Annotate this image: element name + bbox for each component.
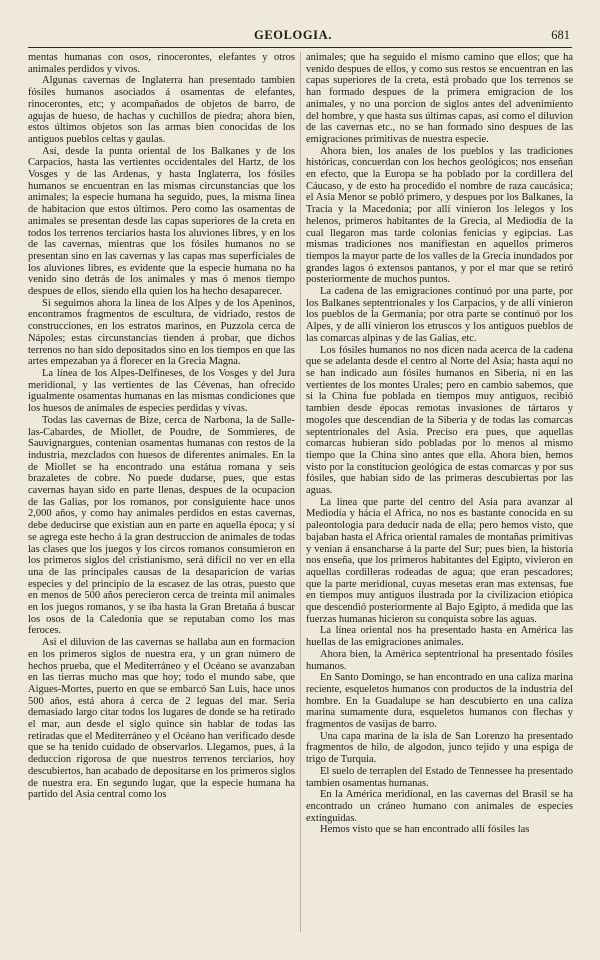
- paragraph: Si seguimos ahora la linea de los Alpes y de los Apeninos, encontramos fragmentos de escultura, de vidriado, restos de construcciones, en los estratos marinos, en Puzzola cerca de Nápoles; estas circunstancias tienden á probar, que dichos terrenos no han sido depositados sino en los tiempos en que las artes empezaban ya á florecer en la Grecia Magna.: [28, 297, 295, 368]
- left-column: [28, 52, 295, 801]
- page-number: 681: [551, 28, 570, 42]
- paragraph: La cadena de las emigraciones continuó por una parte, por los Balkanes septentrionales y los Carpacios, y de allí vinieron los pueblos de la Germania; por otra parte se continuó por los Alpes, y de allí vinieron los etruscos y los antiguos pueblos de las comarcas alpinas y de las Galias, etc.: [306, 286, 573, 344]
- paragraph: Hemos visto que se han encontrado allí fósiles las: [320, 824, 530, 836]
- running-head: GEOLOGIA.: [254, 28, 332, 42]
- header-rule: [28, 47, 572, 48]
- right-column: [306, 52, 573, 836]
- paragraph: La línea que parte del centro del Asia para avanzar al Mediodía y hácia el Africa, no nos es bastante conocida en su paleontologia para deducir nada de ella; pero hemos visto, que bajaban hasta el Africa oriental ramales de montañas primitivas y venian á ensancharse á la parte del Sur; pues bien, la historia nos enseña, que los primeros habitantes del Egipto, vivieron en aquellas cordilleras rodeadas de agua; que eran pescadores; que la parte meridional, cuyas mesetas eran mas extensas, fue en tiempos muy antiguos ilustrada por la civilizacion etiópica que descendió posteriormente al Bajo Egipto, á medida que las fuerzas humanas hicieron su conquista sobre las aguas.: [306, 496, 573, 625]
- paragraph: Asi el diluvion de las cavernas se hallaba aun en formacion en los primeros siglos de nuestra era, y un gran número de hechos prueba, que el Mediterráneo y el Océano se avanzaban en las tierras mucho mas que hoy; todo el mundo sabe, que Aigues-Mortes, puerto en que se embarcó San Luis, hace unos 500 años, está ahora á cerca de 2 leguas del mar. Seria demasiado largo citar todos los lugares de donde se ha retirado el mar, aun desde el siglo quince sin hablar de todas las retiradas que el Mediterráneo y el Océano han verificado desde que se ha tenido cuidado de observarlos. Llegamos, pues, á la deduccion rigorosa de que nuestros terrenos terciarios, hoy descubiertos, han acabado de depositarse en los primeros siglos de nuestra era. En segundo lugar, que la especie humana ha partido del Asia central como los: [28, 637, 295, 801]
- paragraph: El suelo de terraplen del Estado de Tennessee ha presentado tambien osamentas humanas.: [306, 765, 573, 789]
- paragraph: Algunas cavernas de Inglaterra han presentado tambien fósiles humanos asociados á osamentas de elefantes, rinocerontes, etc; y acompañados de objetos de barro, de agujas de hueso, de hachas y cuchillos de piedra; ahora bien, estos últimos objetos son las armas bien conocidas de los antiguos pueblos celtas y gaulas.: [28, 75, 295, 145]
- column-divider: [300, 52, 301, 932]
- paragraph: Ahora bien, los anales de los pueblos y las tradiciones históricas, concuerdan con los hechos geológicos; nos enseñan en efecto, que la Europa se ha poblado por la cordillera del Cáucaso, y de esto ha procedido el nombre de raza caucásica; el Asia Menor se pobló primero, y despues por los Balkanes, la Tracia y la Macedonia; por allí vinieron los lelegos y los helenos, primeros habitantes de la Grecia, al Mediodía de la cual llegaron mas tarde colonias fenicias y egipcias. Las mismas tradiciones nos manifiestan en aquellos primeros tiempos la mayor parte de los valles de la Grecia inundados por grandes lagos ó extensos pantanos, y por el mar que se retiró posteriormente de muchos puntos.: [306, 145, 573, 286]
- paragraph: animales; que ha seguido el mismo camino que ellos; que ha venido despues de ellos, y como sus restos se encuentran en las capas superiores de la creta, está probado que los terrenos se han formado despues de la primera emigracion de los animales, y no una porcion de siglos antes del advenimiento del hombre, y que hasta sus últimas capas, así como el diluvion de las cavernas etc., no se han formado sino despues de las emigraciones primitivas de nuestra especie.: [306, 52, 573, 145]
- paragraph: En la América meridional, en las cavernas del Brasil se ha encontrado un cráneo humano con animales de especies extinguidas.: [306, 789, 573, 824]
- paragraph: La línea de los Alpes-Delfineses, de los Vosges y del Jura meridional, y las vertientes de las Cévenas, han ofrecido igualmente osamentas humanas en las mismas condiciones que los huesos de animales de especies perdidas y vivas.: [28, 367, 295, 415]
- paragraph: Los fósiles humanos no nos dicen nada acerca de la cadena que se adelanta desde el centro al Norte del Asia; hasta aquí no se han indicado aun fósiles humanos en Siberia, ni en las vertientes de los montes Urales; pero en cambio sabemos, que si la China fue poblada en tiempos muy antiguos, recibió tambien desde épocas remotas invasiones de tártaros y mogoles que descendian de la Siberia y de todas las comarcas septentrionales del Asia. Preciso era pues, que aquellas comarcas hubieran sido pobladas por lo menos al mismo tiempo que la China sino antes que ella. Ahora bien, hemos visto por la constitucion geológica de estas comarcas y por sus fósiles, que habian sido de las primeras descubiertas por las aguas.: [306, 344, 573, 497]
- paragraph: Una capa marina de la isla de San Lorenzo ha presentado fragmentos de hilo, de algodon, junco tejido y una espiga de trigo de Turquia.: [306, 730, 573, 766]
- paragraph: Todas las cavernas de Bize, cerca de Narbona, la de Salle-las-Cabardes, de Miollet, de Poudre, de Sommieres, de Sauvignargues, contenian osamentas humanas con restos de la industria, mezclados con huesos de diferentes animales. En la de Miollet se ha encontrado una estátua romana y seis brazaletes de cobre. No puede dudarse, pues, que estas cavernas hayan sido en parte llenas, despues de la ocupacion de las Galias, por los romanos, por consiguiente hace unos 2,000 años, y como hay animales perdidos en estas cavernas, debe deducirse que existian aun en parte en aquella época; y si se agrega este hecho á la gran destruccion de animales de todas las clases que los juegos y los circos romanos consumieron en los primeros siglos del cristianismo, será difícil no ver en ella una de las principales causas de la desaparicion de varias especies y del principio de la escasez de las otras, puesto que en menos de 500 años perecieron cerca de treinta mil animales en los juegos romanos, y se iba hasta la Gran Bretaña á buscar los osos de la Caledonia que se reputaban como los mas feroces.: [28, 414, 295, 637]
- page-header: [0, 28, 600, 48]
- paragraph: Ahora bien, la América septentrional ha presentado fósiles humanos.: [306, 648, 573, 672]
- paragraph: La línea oriental nos ha presentado hasta en América las huellas de las emigraciones animales.: [306, 625, 573, 649]
- paragraph: En Santo Domingo, se han encontrado en una caliza marina reciente, esqueletos humanos con productos de la industria del hombre. En la Guadalupe se han descubierto en una caliza marina sumamente dura, esqueletos humanos con flechas y fragmentos de vasijas de barro.: [306, 672, 573, 731]
- paragraph: Así, desde la punta oriental de los Balkanes y de los Carpacios, hasta las vertientes occidentales del Hartz, de los Vosges y de las Ardenas, y hasta Inglaterra, los fósiles humanos se encuentran en las mismas circunstancias que los animales; la especie humana ha seguido, pues, la misma línea de habitacion que estos últimos. Pero como las osamentas de animales se presentan desde las capas superiores de la creta en todos los terrenos terciarios hasta los aluviones libres, y en los de las cavernas, mientras que los fósiles humanos no se presentan sino en las cavernas y las capas mas superficiales de los aluviones libres, es evidente que la especie humana no ha venido sino detrás de los animales y mas ó menos tiempo despues de ellos, siendo ella quien los ha hecho desaparecer.: [28, 145, 295, 298]
- paragraph: mentas humanas con osos, rinocerontes, elefantes y otros animales perdidos y vivos.: [28, 52, 295, 75]
